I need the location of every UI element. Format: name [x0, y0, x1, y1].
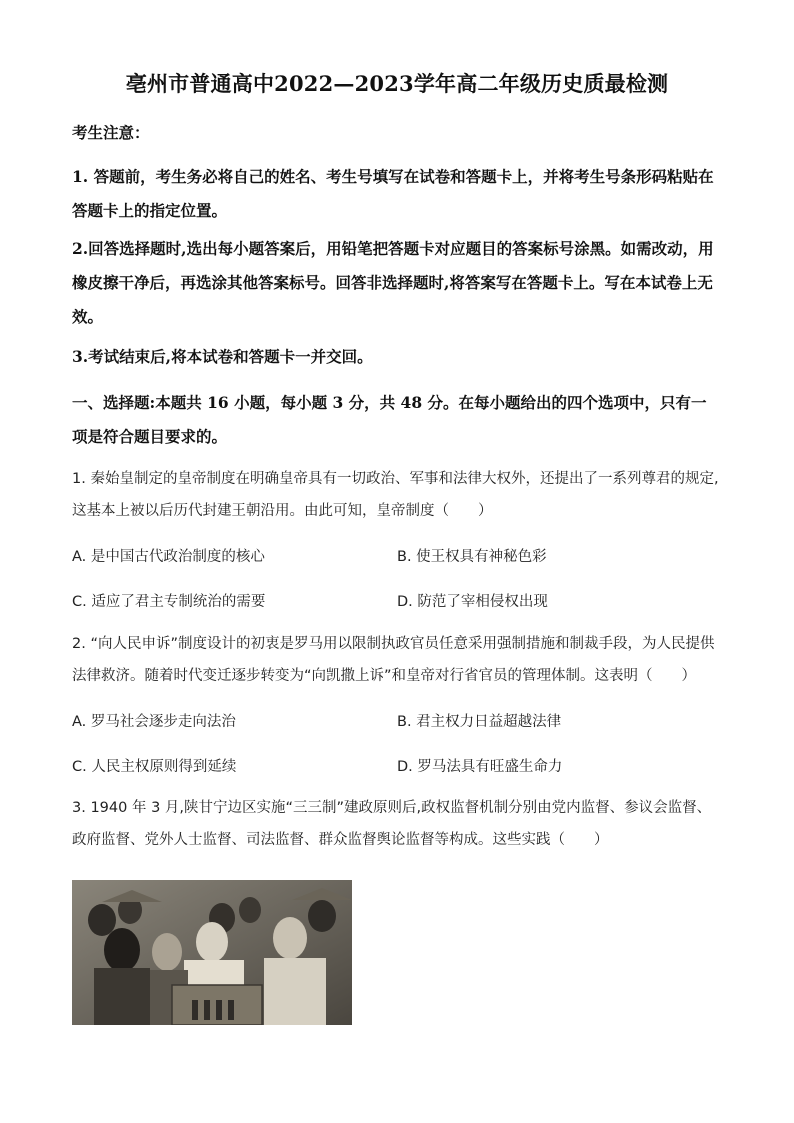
notice-item-2: 2.回答选择题时,选出每小题答案后，用铅笔把答题卡对应题目的答案标号涂黑。如需改动，用橡皮擦干净后，再选涂其他答案标号。回答非选择题时,将答案写在答题卡上。写在本试卷上无效。: [72, 239, 714, 326]
question-2-option-a: A. 罗马社会逐步走向法治: [72, 714, 236, 730]
question-1-option-d: D. 防范了宰相侵权出现: [397, 594, 548, 610]
question-2-option-c: C. 人民主权原则得到延续: [72, 759, 237, 775]
question-2-stem: 2. “向人民申诉”制度设计的初衷是罗马用以限制执政官员任意采用强制措施和制裁手段，为人民提供法律救济。随着时代变迁逐步转变为“向凯撒上诉”和皇帝对行省官员的管理体制。这表明（ ）: [72, 636, 715, 684]
voting-scene-photo: [72, 880, 352, 1025]
question-2-option-d: D. 罗马法具有旺盛生命力: [397, 759, 563, 775]
page-title: 亳州市普通高中2022—2023学年高二年级历史质最检测: [125, 71, 669, 96]
notice-heading: 考生注意：: [72, 123, 150, 142]
question-3-stem: 3. 1940 年 3 月,陕甘宁边区实施“三三制”建政原则后,政权监督机制分别由党内监督、参议会监督、政府监督、党外人士监督、司法监督、群众监督舆论监督等构成。这些实践（ ）: [72, 800, 712, 848]
question-2-option-b: B. 君主权力日益超越法律: [397, 714, 562, 730]
notice-item-3: 3.考试结束后,将本试卷和答题卡一并交回。: [72, 347, 373, 366]
historical-photo: [72, 880, 352, 1025]
question-1-option-b: B. 使王权具有神秘色彩: [397, 549, 547, 565]
notice-item-1: 1. 答题前，考生务必将自己的姓名、考生号填写在试卷和答题卡上，并将考生号条形码粘贴在答题卡上的指定位置。: [72, 167, 714, 220]
question-1-option-a: A. 是中国古代政治制度的核心: [72, 549, 265, 565]
question-1-stem: 1. 秦始皇制定的皇帝制度在明确皇帝具有一切政治、军事和法律大权外，还提出了一系列尊君的规定,这基本上被以后历代封建王朝沿用。由此可知，皇帝制度（ ）: [72, 471, 719, 519]
section-heading: 一、选择题:本题共 16 小题，每小题 3 分，共 48 分。在每小题给出的四个选项中，只有一项是符合题目要求的。: [72, 393, 707, 446]
question-1-option-c: C. 适应了君主专制统治的需要: [72, 594, 266, 610]
